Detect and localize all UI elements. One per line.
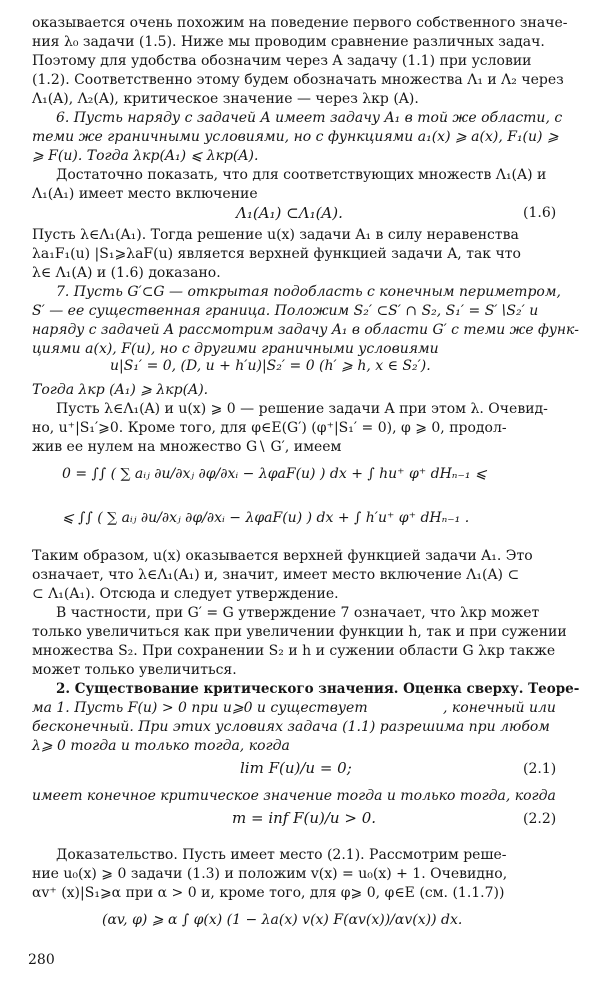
theorem-text: Тогда λкр (A₁) ⩾ λкр(A).	[32, 382, 209, 398]
text-line: (1.2). Соответственно этому будем обозначать множества Λ₁ и Λ₂ через	[32, 72, 564, 88]
text-line: жив ее нулем на множество G∖ G′, имеем	[32, 439, 342, 455]
text-line: Таким образом, u(x) оказывается верхней функцией задачи A₁. Это	[32, 548, 533, 564]
text-line: ⊂ Λ₁(A₁). Отсюда и следует утверждение.	[32, 586, 339, 602]
theorem-text: S′ — ее существенная граница. Положим S₂′ ⊂S′ ∩ S₂, S₁′ = S′∖S₂′ и	[32, 303, 539, 319]
text-line: λ∈ Λ₁(A) и (1.6) доказано.	[32, 265, 221, 281]
equation-1-6: Λ₁(A₁) ⊂Λ₁(A).	[236, 204, 343, 222]
theorem-text: наряду с задачей A рассмотрим задачу A₁ в области G′ с теми же функ-	[32, 322, 579, 338]
theorem-text: имеет конечное критическое значение тогда и только тогда, когда	[32, 788, 556, 804]
equation-2-1: lim F(u)/u = 0;	[240, 759, 352, 777]
theorem-text: ⩾ F(u). Тогда λкр(A₁) ⩽ λкр(A).	[32, 148, 259, 164]
theorem-text: бесконечный. При этих условиях задача (1.1) разрешима при любом	[32, 719, 550, 735]
theorem-text: 7. Пусть G′⊂G — открытая подобласть с конечным периметром,	[56, 284, 561, 300]
boundary-conditions: u|S₁′ = 0, (D, u + h′u)|S₂′ = 0 (h′ ⩾ h, x ∈ S₂′).	[110, 358, 431, 374]
text-line: но, u⁺|S₁′⩾0. Кроме того, для φ∈E(G′) (φ⁺|S₁′ = 0), φ ⩾ 0, продол-	[32, 420, 507, 436]
text-line: Достаточно показать, что для соответствующих множеств Λ₁(A) и	[56, 167, 547, 183]
integral-inequality-line-2: ⩽ ∫∫ ( ∑ aᵢⱼ ∂u/∂xⱼ ∂φ/∂xᵢ − λφaF(u) ) dx + ∫ h′u⁺ φ⁺ dHₙ₋₁ .	[62, 510, 470, 526]
estimate-inequality: (αv, φ) ⩾ α ∫ φ(x) (1 − λa(x) v(x) F(αv(x))/αv(x)) dx.	[102, 912, 463, 928]
equation-number: (2.1)	[523, 761, 557, 777]
theorem-text: 6. Пусть наряду с задачей A имеет задачу A₁ в той же области, с	[56, 110, 563, 126]
integral-inequality-line-1: 0 = ∫∫ ( ∑ aᵢⱼ ∂u/∂xⱼ ∂φ/∂xᵢ − λφaF(u) ) dx + ∫ hu⁺ φ⁺ dHₙ₋₁ ⩽	[62, 466, 487, 482]
text-line: Пусть λ∈Λ₁(A₁). Тогда решение u(x) задачи A₁ в силу неравенства	[32, 227, 519, 243]
theorem-text: ма 1. Пусть F(u) > 0 при u⩾0 и существует	[32, 700, 368, 716]
text-line: может только увеличиться.	[32, 662, 237, 678]
text-line: λa₁F₁(u) |S₁⩾λaF(u) является верхней функцией задачи A, так что	[32, 246, 521, 262]
text-line: означает, что λ∈Λ₁(A₁) и, значит, имеет место включение Λ₁(A) ⊂	[32, 567, 520, 583]
page-number: 280	[28, 952, 55, 968]
text-line: только увеличиться как при увеличении функции h, так и при сужении	[32, 624, 567, 640]
text-line: Λ₁(A₁) имеет место включение	[32, 186, 258, 202]
theorem-text: , конечный или	[443, 700, 556, 716]
text-line: ние u₀(x) ⩾ 0 задачи (1.3) и положим v(x) = u₀(x) + 1. Очевидно,	[32, 866, 508, 882]
text-line: оказывается очень похожим на поведение первого собственного значе-	[32, 15, 568, 31]
section-heading: 2. Существование критического значения. Оценка сверху. Теоре-	[56, 681, 580, 697]
text-line: ния λ₀ задачи (1.5). Ниже мы проводим сравнение различных задач.	[32, 34, 545, 50]
theorem-text: теми же граничными условиями, но с функциями a₁(x) ⩾ a(x), F₁(u) ⩾	[32, 129, 559, 145]
text-line: Λ₁(A), Λ₂(A), критическое значение — через λкр (A).	[32, 91, 419, 107]
equation-number: (1.6)	[523, 205, 557, 221]
text-line: В частности, при G′ = G утверждение 7 означает, что λкр может	[56, 605, 540, 621]
theorem-text: λ⩾ 0 тогда и только тогда, когда	[32, 738, 290, 754]
text-line: Пусть λ∈Λ₁(A) и u(x) ⩾ 0 — решение задачи A при этом λ. Очевид-	[56, 401, 548, 417]
text-line: Поэтому для удобства обозначим через A задачу (1.1) при условии	[32, 53, 532, 69]
equation-2-2: m = inf F(u)/u > 0.	[232, 809, 377, 827]
equation-number: (2.2)	[523, 811, 557, 827]
text-line: αv⁺ (x)|S₁⩾α при α > 0 и, кроме того, для φ⩾ 0, φ∈E (см. (1.1.7))	[32, 885, 505, 901]
theorem-text: циями a(x), F(u), но с другими граничными условиями	[32, 341, 439, 357]
text-line: множества S₂. При сохранении S₂ и h и сужении области G λкр также	[32, 643, 556, 659]
text-line: Доказательство. Пусть имеет место (2.1). Рассмотрим реше-	[56, 847, 507, 863]
